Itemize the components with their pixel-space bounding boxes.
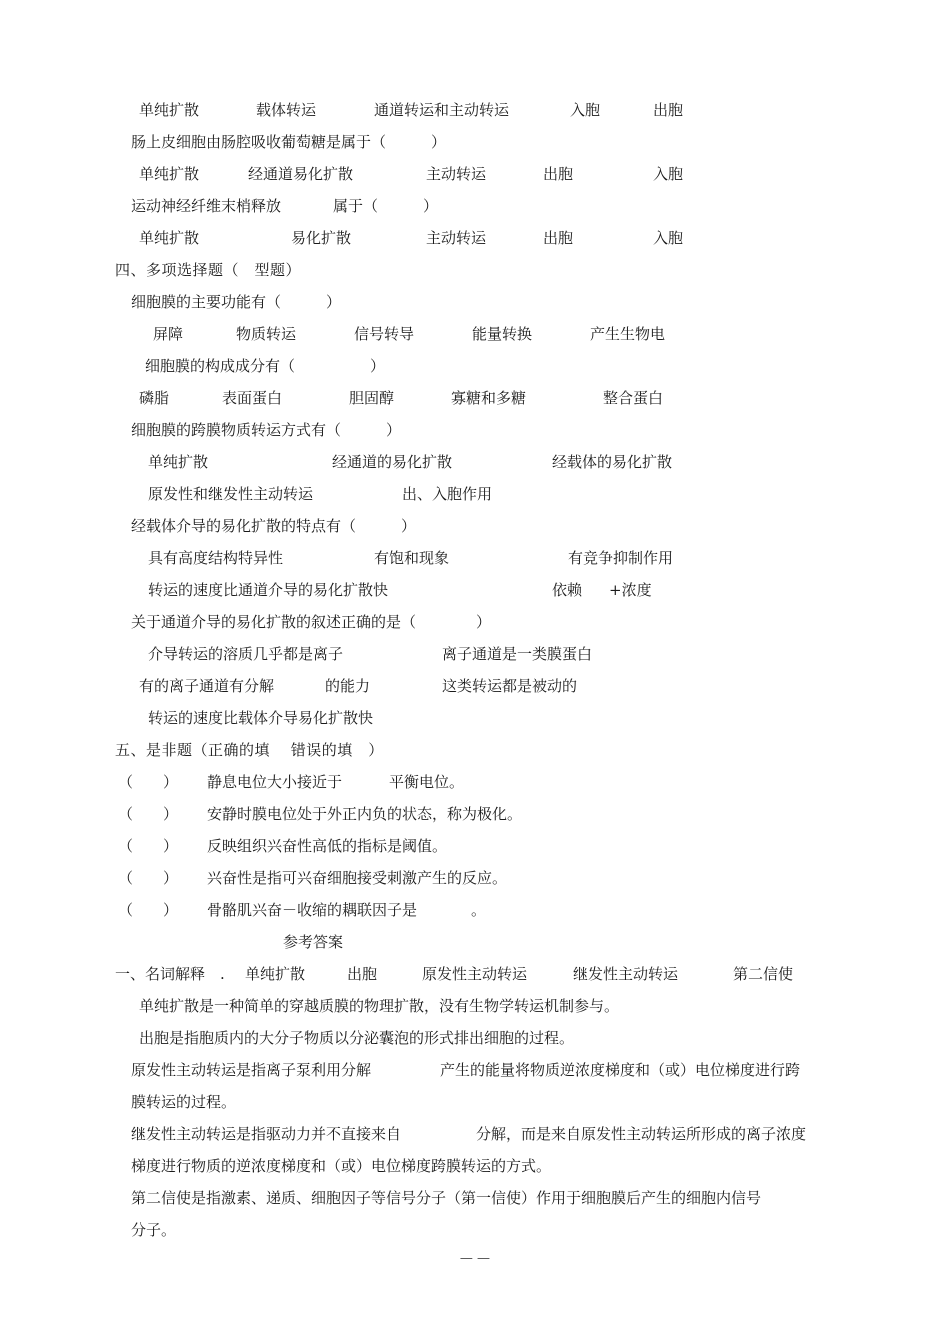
answer-paragraph-1: 单纯扩散是一种简单的穿越质膜的物理扩散，没有生物学转运机制参与。 [139, 997, 620, 1015]
page-footer: — — [459, 1251, 491, 1266]
stem-part-b: 属于（ ） [333, 197, 439, 215]
answer-paragraph-2: 出胞是指胞质内的大分子物质以分泌囊泡的形式排出细胞的过程。 [139, 1029, 575, 1047]
option-b: 物质转运 [236, 325, 297, 343]
term-4: 继发性主动转运 [573, 965, 679, 983]
option-c: 经载体的易化扩散 [552, 453, 673, 471]
statement-part-b: 平衡电位。 [389, 773, 465, 791]
option-c-part-b: 的能力 [325, 677, 371, 695]
option-e: 入胞 [653, 165, 684, 183]
term-3: 原发性主动转运 [422, 965, 528, 983]
option-d: 能量转换 [472, 325, 533, 343]
section-label: 一、名词解释 . [115, 965, 225, 983]
option-a: 单纯扩散 [139, 229, 200, 247]
section4-q1-stem: 细胞膜的主要功能有（ ） [131, 293, 342, 311]
term-1: 单纯扩散 [245, 965, 306, 983]
option-a: 单纯扩散 [139, 101, 200, 119]
option-e: 入胞 [653, 229, 684, 247]
section4-q5-option-e: 转运的速度比载体介导易化扩散快 [148, 709, 374, 727]
option-e: 产生生物电 [590, 325, 666, 343]
option-c: 主动转运 [426, 229, 487, 247]
option-e: 整合蛋白 [603, 389, 664, 407]
option-c-part-a: 有的离子通道有分解 [139, 677, 275, 695]
option-d: 寡糖和多糖 [451, 389, 527, 407]
answer-blank: （ ） [118, 773, 179, 791]
option-e-part-b: +浓度 [609, 581, 652, 599]
section4-q2-stem: 细胞膜的构成成分有（ ） [145, 357, 386, 375]
option-b: 经通道的易化扩散 [332, 453, 453, 471]
answer-blank: （ ） [118, 869, 179, 887]
option-a: 介导转运的溶质几乎都是离子 [148, 645, 344, 663]
option-c: 通道转运和主动转运 [374, 101, 510, 119]
term-2: 出胞 [347, 965, 378, 983]
answer-blank: （ ） [118, 805, 179, 823]
answer-paragraph-5: 第二信使是指激素、递质、细胞因子等信号分子（第一信使）作用于细胞膜后产生的细胞内信号 [131, 1189, 762, 1207]
text-part-b: 分解，而是来自原发性主动转运所形成的离子浓度 [476, 1125, 807, 1143]
section4-q4-stem: 经载体介导的易化扩散的特点有（ ） [131, 517, 417, 535]
option-c: 信号转导 [354, 325, 415, 343]
option-c: 有竞争抑制作用 [568, 549, 674, 567]
option-e: 出、入胞作用 [402, 485, 493, 503]
option-d: 入胞 [570, 101, 601, 119]
option-a: 单纯扩散 [148, 453, 209, 471]
option-a: 单纯扩散 [139, 165, 200, 183]
section4-title: 四、多项选择题（ 型题） [115, 261, 302, 279]
option-c: 主动转运 [426, 165, 487, 183]
question-stem-glucose: 肠上皮细胞由肠腔吸收葡萄糖是属于（ ） [131, 133, 447, 151]
option-a: 屏障 [153, 325, 184, 343]
answer-blank: （ ） [118, 837, 179, 855]
answer-paragraph-5-cont: 分子。 [131, 1221, 177, 1239]
option-b: 表面蛋白 [222, 389, 283, 407]
option-b: 载体转运 [256, 101, 317, 119]
option-b: 经通道易化扩散 [248, 165, 354, 183]
text-part-b: 产生的能量将物质逆浓度梯度和（或）电位梯度进行跨 [440, 1061, 801, 1079]
section5-title: 五、是非题（正确的填 错误的填 ） [115, 741, 384, 759]
option-d: 出胞 [543, 229, 574, 247]
answer-paragraph-4-cont: 梯度进行物质的逆浓度梯度和（或）电位梯度跨膜转运的方式。 [131, 1157, 552, 1175]
text-part-a: 继发性主动转运是指驱动力并不直接来自 [131, 1125, 402, 1143]
option-d: 转运的速度比通道介导的易化扩散快 [148, 581, 389, 599]
answer-paragraph-3-cont: 膜转运的过程。 [131, 1093, 237, 1111]
section4-q3-stem: 细胞膜的跨膜物质转运方式有（ ） [131, 421, 402, 439]
statement: 反映组织兴奋性高低的指标是阈值。 [207, 837, 448, 855]
option-b: 易化扩散 [291, 229, 352, 247]
term-5: 第二信使 [733, 965, 794, 983]
section4-q5-stem: 关于通道介导的易化扩散的叙述正确的是（ ） [131, 613, 492, 631]
option-e: 出胞 [653, 101, 684, 119]
option-d: 原发性和继发性主动转运 [148, 485, 314, 503]
stem-part-a: 运动神经纤维末梢释放 [131, 197, 282, 215]
statement-part-b: 。 [471, 901, 487, 919]
option-d: 这类转运都是被动的 [442, 677, 578, 695]
answers-title: 参考答案 [283, 933, 344, 951]
statement-part-a: 静息电位大小接近于 [207, 773, 343, 791]
option-b: 离子通道是一类膜蛋白 [442, 645, 593, 663]
option-a: 具有高度结构特异性 [148, 549, 284, 567]
option-e-part-a: 依赖 [552, 581, 583, 599]
option-b: 有饱和现象 [374, 549, 450, 567]
option-d: 出胞 [543, 165, 574, 183]
statement-part-a: 骨骼肌兴奋－收缩的耦联因子是 [207, 901, 418, 919]
option-a: 磷脂 [139, 389, 170, 407]
answer-blank: （ ） [118, 901, 179, 919]
text-part-a: 原发性主动转运是指离子泵利用分解 [131, 1061, 372, 1079]
statement: 兴奋性是指可兴奋细胞接受刺激产生的反应。 [207, 869, 508, 887]
statement: 安静时膜电位处于外正内负的状态，称为极化。 [207, 805, 523, 823]
option-c: 胆固醇 [349, 389, 395, 407]
